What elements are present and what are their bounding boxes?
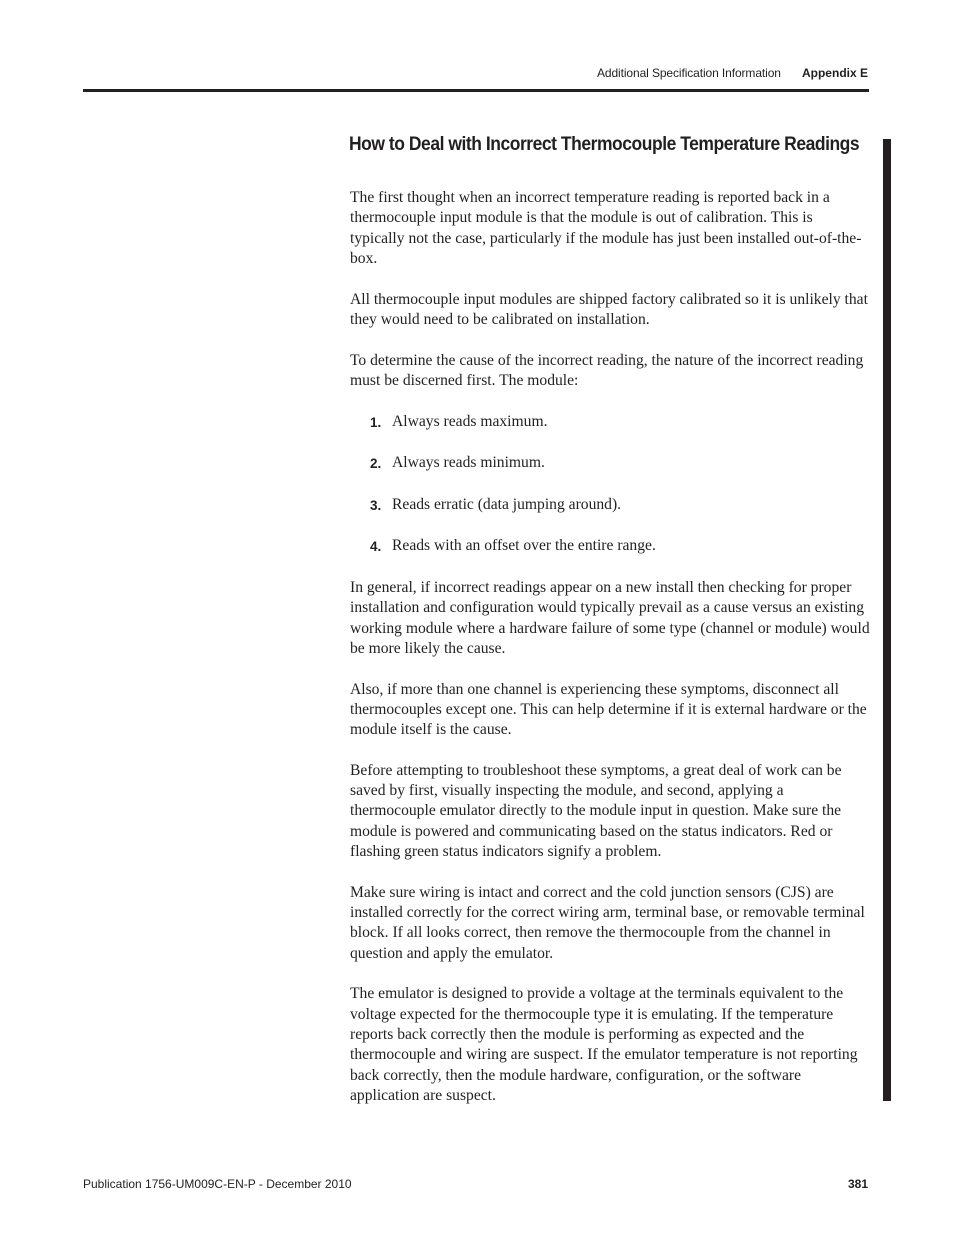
paragraph: Before attempting to troubleshoot these symptoms, a great deal of work can be saved by first, visually inspecting the module, and second, applying a thermocouple emulator directly to the module input in question. Make sure the module is powered and communicating based on the status indicators. Red or flashing green status indicators signify a problem. <box>350 761 842 861</box>
list-number: 4. <box>370 539 382 555</box>
paragraph: Also, if more than one channel is experiencing these symptoms, disconnect all thermocouples except one. This can help determine if it is external hardware or the module itself is the cause. <box>350 680 867 739</box>
paragraph: In general, if incorrect readings appear on a new install then checking for proper installation and configuration would typically prevail as a cause versus an existing working module where a hardware failure of some type (channel or module) would be more likely the cause. <box>350 579 870 657</box>
header-rule <box>83 89 869 92</box>
paragraph: To determine the cause of the incorrect reading, the nature of the incorrect reading must be discerned first. The module: <box>350 351 864 389</box>
list-number: 3. <box>370 497 382 513</box>
header-appendix-label: Appendix E <box>801 66 868 80</box>
change-bar <box>883 139 891 1101</box>
symptom-list <box>350 412 870 558</box>
list-text: Reads with an offset over the entire range. <box>392 537 656 555</box>
list-item <box>370 536 870 557</box>
list-text: Reads erratic (data jumping around). <box>392 495 622 513</box>
paragraph: The first thought when an incorrect temperature reading is reported back in a thermocouple input module is that the module is out of calibration. This is typically not the case, particularly if the module has just been installed out-of-the-box. <box>350 189 862 267</box>
list-number: 2. <box>370 456 382 472</box>
list-text: Always reads maximum. <box>392 412 548 430</box>
list-number: 1. <box>370 414 382 430</box>
paragraph: The emulator is designed to provide a voltage at the terminals equivalent to the voltage expected for the thermocouple type it is emulating. If the temperature reports back correctly then the module is performing as expected and the thermocouple and wiring are suspect. If the emulator temperature is not reporting back correctly, then the module hardware, configuration, or the software application are suspect. <box>350 985 858 1104</box>
paragraph: Make sure wiring is intact and correct and the cold junction sensors (CJS) are installed correctly for the correct wiring arm, terminal base, or removable terminal block. If all looks correct, then remove the thermocouple from the channel in question and apply the emulator. <box>350 883 865 962</box>
list-text: Always reads minimum. <box>392 454 545 472</box>
footer-page-number: 381 <box>847 1177 868 1191</box>
list-item <box>370 495 870 516</box>
footer-publication: Publication 1756-UM009C-EN-P - December 2010 <box>83 1177 352 1191</box>
list-item <box>370 453 870 474</box>
page-title: How to Deal with Incorrect Thermocouple Temperature Readings <box>349 134 860 155</box>
paragraph: All thermocouple input modules are shipped factory calibrated so it is unlikely that they would need to be calibrated on installation. <box>350 290 868 328</box>
list-item <box>370 412 870 433</box>
body-text <box>350 188 870 1127</box>
header-section-title: Additional Specification Information <box>597 66 781 80</box>
